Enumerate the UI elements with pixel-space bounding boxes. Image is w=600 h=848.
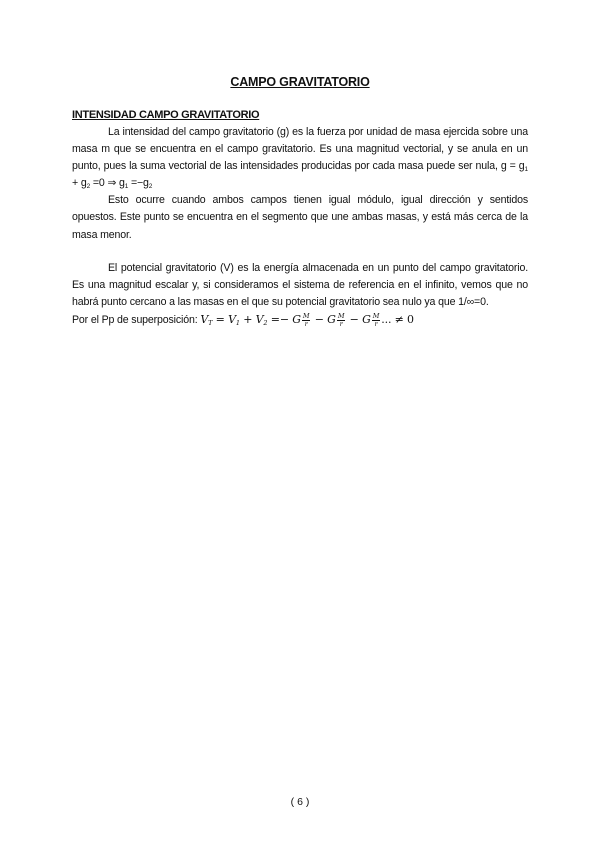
section-body-potential	[72, 260, 528, 329]
implies-symbol: ⇒	[107, 177, 117, 190]
paragraph-potential: El potencial gravitatorio (V) es la energía almacenada en un punto del campo gravitatorio. Es una magnitud escalar y, si consideramos el sistema de referencia en el infinito, vemos que no habrá punto cercano a las masas en el que su potencial gravitatorio sea nulo ya que 1/∞=0.	[72, 262, 528, 309]
superposition-formula: $V_T = V_1 + V_2 =- G$ $\frac{M}{r}$ − G $\frac{M}{r}$ − G $\frac{M}{r}$ ... ≠ 0	[200, 311, 414, 328]
page-number: ( 6 )	[290, 796, 310, 808]
superposition-label: Por el Pp de superposición:	[72, 314, 201, 327]
fraction-m-over-r: $\frac{M}{r}$	[372, 311, 380, 328]
fraction-m-over-r: $\frac{M}{r}$	[302, 311, 310, 328]
fraction-m-over-r: $\frac{M}{r}$	[337, 311, 345, 328]
vector-sum-formula: $g = g_1 + g_2 =0$ ⇒ $g_1 =-g_2$	[72, 160, 529, 191]
document-title: CAMPO GRAVITATORIO	[230, 75, 370, 89]
paragraph-intensity	[72, 124, 528, 192]
paragraph-intensity-text: La intensidad del campo gravitatorio (g) es la fuerza por unidad de masa ejercida sobre una masa m que se encuentra en el campo gravitatorio. Es una magnitud vectorial, y se anula en un punto, pues la suma vectorial de las intensidades producidas por cada masa puede ser nula,	[72, 126, 528, 173]
section-heading: INTENSIDAD CAMPO GRAVITATORIO	[72, 109, 260, 121]
section-body-intensity	[72, 124, 528, 244]
paragraph-superposition	[72, 311, 528, 329]
paragraph-opposite-fields: Esto ocurre cuando ambos campos tienen igual módulo, igual dirección y sentidos opuestos. Este punto se encuentra en el segmento que une ambas masas, y está más cerca de la masa menor.	[72, 194, 528, 241]
